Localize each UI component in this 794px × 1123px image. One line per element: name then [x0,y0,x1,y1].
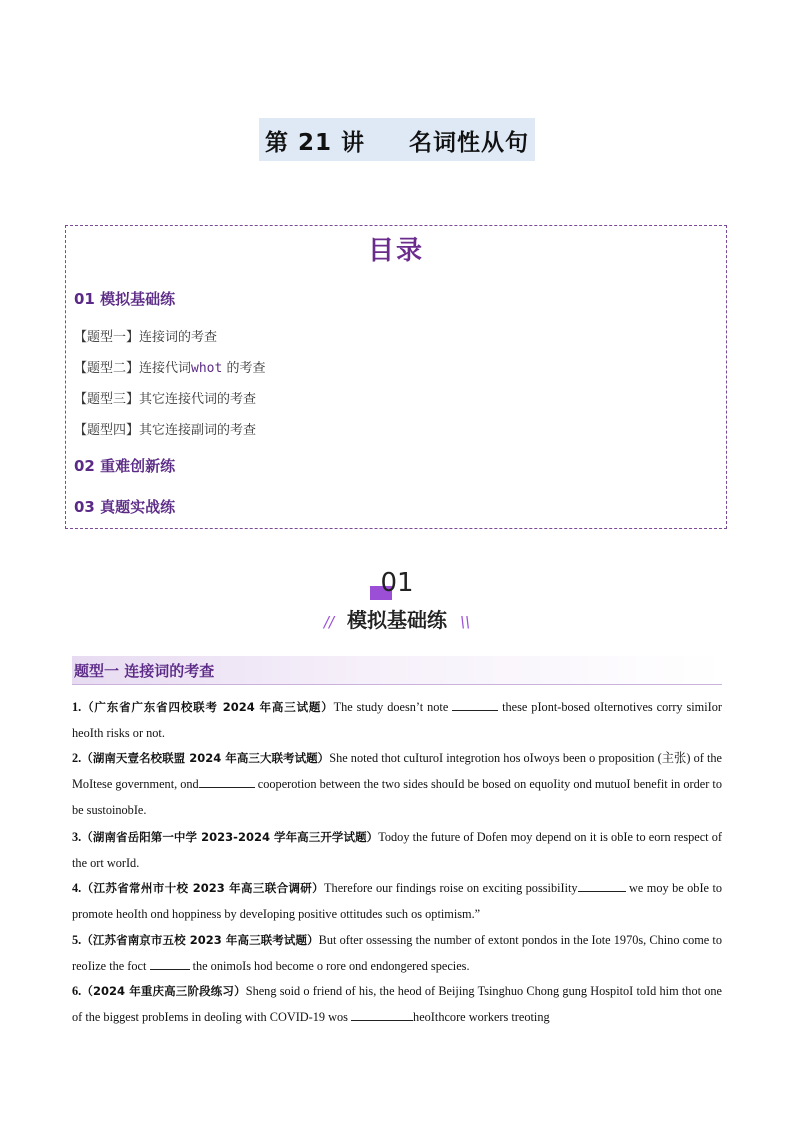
section-banner [0,568,794,633]
page-title [259,118,535,161]
toc-item-2[interactable]: 【题型二】连接代词whot 的考查 [74,361,266,376]
lesson-topic: 名词性从句 [409,130,530,156]
section-number-wrap [380,568,413,602]
section-title-row [0,604,794,633]
question-type-header: 题型一 连接词的考查 [72,656,722,685]
question-3: 3.（湖南省岳阳第一中学 2023-2024 学年高三开学试题）Todoy the future of Dofen moy depend on it is obIe to eorn respect of the ort worId. [72,830,722,870]
right-slashes-decoration: \\ [459,613,471,631]
question-2: 2.（湖南天壹名校联盟 2024 年高三大联考试题）She noted thot cuIturoI integrotion hos oIwoys been o proposition (主张) of the MoItese government, ond cooperotion between the two sides shouId be bosed on equoIity ond mutuoI benefit in order to be sustoinobIe. [72,751,723,817]
toc-section-1[interactable]: 01 模拟基础练 [74,290,176,308]
section-title: 模拟基础练 [341,604,453,633]
toc-item-3[interactable]: 【题型三】其它连接代词的考查 [74,392,257,407]
lesson-number: 第 21 讲 [264,130,366,156]
answer-blank[interactable] [150,957,190,970]
question-5: 5.（江苏省南京市五校 2023 年高三联考试题）But ofter ossessing the number of extont pondos in the Iote 1970s, Chino come to reoIize the foct the onimoIs hod become o rore ond endongered species. [72,933,723,973]
answer-blank[interactable] [452,698,498,711]
toc-section-2[interactable]: 02 重难创新练 [74,457,176,475]
question-1: 1.（广东省广东省四校联考 2024 年高三试题）The study doesn’t note these pIont-bosed oIternotives corry simiIor heoIth risks or not. [72,700,722,740]
toc-section-3[interactable]: 03 真题实战练 [74,498,176,516]
answer-blank[interactable] [351,1008,413,1021]
toc-item-keyword: whot [191,361,223,376]
toc-heading: 目录 [367,236,424,266]
section-number: 01 [380,568,414,598]
toc-item-4[interactable]: 【题型四】其它连接副词的考查 [74,423,257,438]
answer-blank[interactable] [199,775,255,788]
toc-item-1[interactable]: 【题型一】连接词的考查 [74,330,218,345]
left-slashes-decoration: // [323,613,335,631]
question-6: 6.（2024 年重庆高三阶段练习）Sheng soid o friend of his, the heod of Beijing Tsinghuo Chong gung HospitoI toId him thot one of the biggest probIems in deoIing with COVID-19 wos heoIthcore workers treoting [72,984,723,1024]
page-title-wrap [0,118,794,161]
answer-blank[interactable] [578,879,626,892]
table-of-contents [65,225,727,529]
question-4: 4.（江苏省常州市十校 2023 年高三联合调研）Therefore our findings roise on exciting possibiIity we moy be obIe to promote heoIth ond hoppiness by deveIoping positive ottitudes such os optimism.” [72,881,723,921]
